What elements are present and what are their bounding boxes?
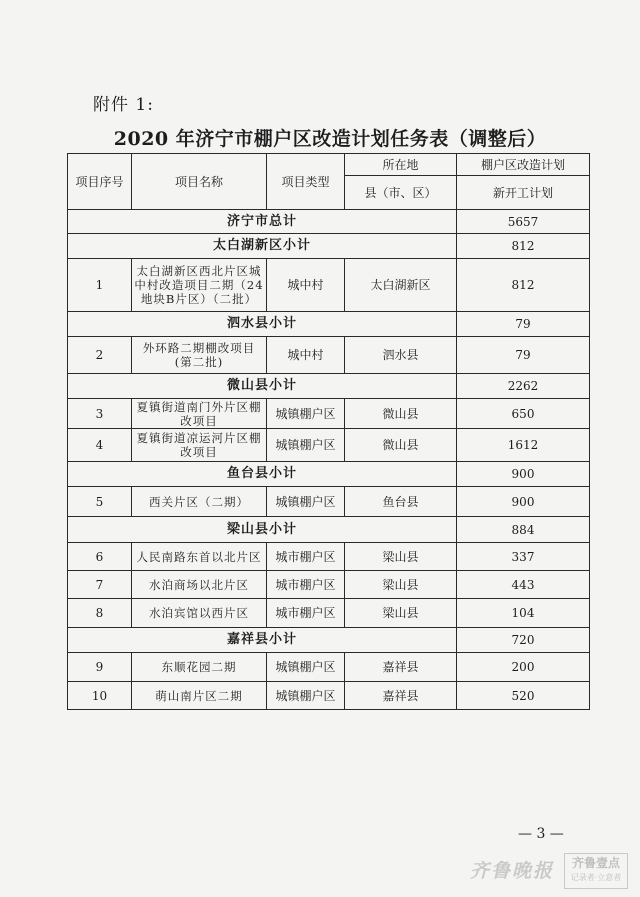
- cell-type: 城中村: [267, 337, 345, 374]
- page-number: — 3 —: [518, 826, 564, 842]
- header-type: 项目类型: [267, 154, 345, 210]
- cell-county: 微山县: [345, 429, 457, 462]
- cell-type: 城镇棚户区: [267, 429, 345, 462]
- cell-value: 443: [457, 571, 590, 599]
- row-value: 79: [457, 312, 590, 337]
- subtotal-row: [68, 517, 590, 543]
- subtotal-row: [68, 312, 590, 337]
- table-row: [68, 337, 590, 374]
- row-value: 900: [457, 462, 590, 487]
- cell-value: 104: [457, 599, 590, 628]
- table-row: [68, 399, 590, 429]
- row-label: 鱼台县小计: [68, 462, 457, 487]
- cell-county: 嘉祥县: [345, 653, 457, 682]
- watermark-logo-slogan: 记录者·立意者: [570, 873, 622, 882]
- subtotal-row: [68, 374, 590, 399]
- cell-seq: 8: [68, 599, 132, 628]
- cell-county: 微山县: [345, 399, 457, 429]
- cell-county: 梁山县: [345, 571, 457, 599]
- row-value: 5657: [457, 210, 590, 234]
- cell-county: 泗水县: [345, 337, 457, 374]
- cell-seq: 6: [68, 543, 132, 571]
- row-label: 微山县小计: [68, 374, 457, 399]
- cell-name: 夏镇街道凉运河片区棚改项目: [132, 429, 267, 462]
- table-title: 2020 年济宁市棚户区改造计划任务表（调整后）: [113, 128, 547, 150]
- cell-seq: 7: [68, 571, 132, 599]
- cell-type: 城镇棚户区: [267, 487, 345, 517]
- header-row-1: [68, 154, 590, 176]
- header-location: 所在地: [345, 154, 457, 176]
- header-name: 项目名称: [132, 154, 267, 210]
- subtotal-row: [68, 628, 590, 653]
- watermark-logo-title: 齐鲁壹点: [571, 856, 620, 870]
- row-value: 812: [457, 234, 590, 259]
- cell-value: 79: [457, 337, 590, 374]
- cell-value: 650: [457, 399, 590, 429]
- cell-seq: 1: [68, 259, 132, 312]
- watermark-text: 齐鲁晚报: [470, 860, 555, 882]
- cell-name: 夏镇街道南门外片区棚改项目: [132, 399, 267, 429]
- attachment-label: 附件 1:: [93, 95, 154, 115]
- cell-value: 520: [457, 682, 590, 710]
- table-row: [68, 429, 590, 462]
- cell-seq: 4: [68, 429, 132, 462]
- cell-county: 梁山县: [345, 599, 457, 628]
- table-row: [68, 653, 590, 682]
- row-label: 太白湖新区小计: [68, 234, 457, 259]
- total-row: [68, 210, 590, 234]
- header-plan-group: 棚户区改造计划: [457, 154, 590, 176]
- cell-value: 900: [457, 487, 590, 517]
- cell-name: 水泊宾馆以西片区: [132, 599, 267, 628]
- cell-seq: 10: [68, 682, 132, 710]
- row-value: 2262: [457, 374, 590, 399]
- cell-seq: 5: [68, 487, 132, 517]
- table-row: [68, 543, 590, 571]
- row-label: 泗水县小计: [68, 312, 457, 337]
- cell-value: 812: [457, 259, 590, 312]
- table-row: [68, 487, 590, 517]
- cell-type: 城中村: [267, 259, 345, 312]
- subtotal-row: [68, 234, 590, 259]
- cell-type: 城镇棚户区: [267, 399, 345, 429]
- cell-county: 梁山县: [345, 543, 457, 571]
- cell-type: 城镇棚户区: [267, 653, 345, 682]
- subtotal-row: [68, 462, 590, 487]
- row-value: 720: [457, 628, 590, 653]
- cell-county: 太白湖新区: [345, 259, 457, 312]
- table-row: [68, 571, 590, 599]
- cell-seq: 3: [68, 399, 132, 429]
- cell-name: 太白湖新区西北片区城中村改造项目二期（24地块B片区）（二批）: [132, 259, 267, 312]
- table-row: [68, 682, 590, 710]
- row-label: 梁山县小计: [68, 517, 457, 543]
- table-row: [68, 259, 590, 312]
- cell-value: 1612: [457, 429, 590, 462]
- cell-name: 东顺花园二期: [132, 653, 267, 682]
- cell-value: 337: [457, 543, 590, 571]
- cell-name: 外环路二期棚改项目(第二批): [132, 337, 267, 374]
- cell-county: 鱼台县: [345, 487, 457, 517]
- cell-type: 城市棚户区: [267, 599, 345, 628]
- row-value: 884: [457, 517, 590, 543]
- cell-type: 城镇棚户区: [267, 682, 345, 710]
- row-label: 嘉祥县小计: [68, 628, 457, 653]
- cell-name: 人民南路东首以北片区: [132, 543, 267, 571]
- header-new-start: 新开工计划: [457, 176, 590, 210]
- header-seq: 项目序号: [68, 154, 132, 210]
- cell-name: 水泊商场以北片区: [132, 571, 267, 599]
- cell-name: 西关片区（二期）: [132, 487, 267, 517]
- cell-seq: 9: [68, 653, 132, 682]
- row-label: 济宁市总计: [68, 210, 457, 234]
- plan-table: [67, 153, 590, 710]
- header-county: 县（市、区）: [345, 176, 457, 210]
- cell-name: 萌山南片区二期: [132, 682, 267, 710]
- cell-county: 嘉祥县: [345, 682, 457, 710]
- watermark-logo: [564, 853, 628, 889]
- table-row: [68, 599, 590, 628]
- cell-seq: 2: [68, 337, 132, 374]
- cell-value: 200: [457, 653, 590, 682]
- cell-type: 城市棚户区: [267, 543, 345, 571]
- cell-type: 城市棚户区: [267, 571, 345, 599]
